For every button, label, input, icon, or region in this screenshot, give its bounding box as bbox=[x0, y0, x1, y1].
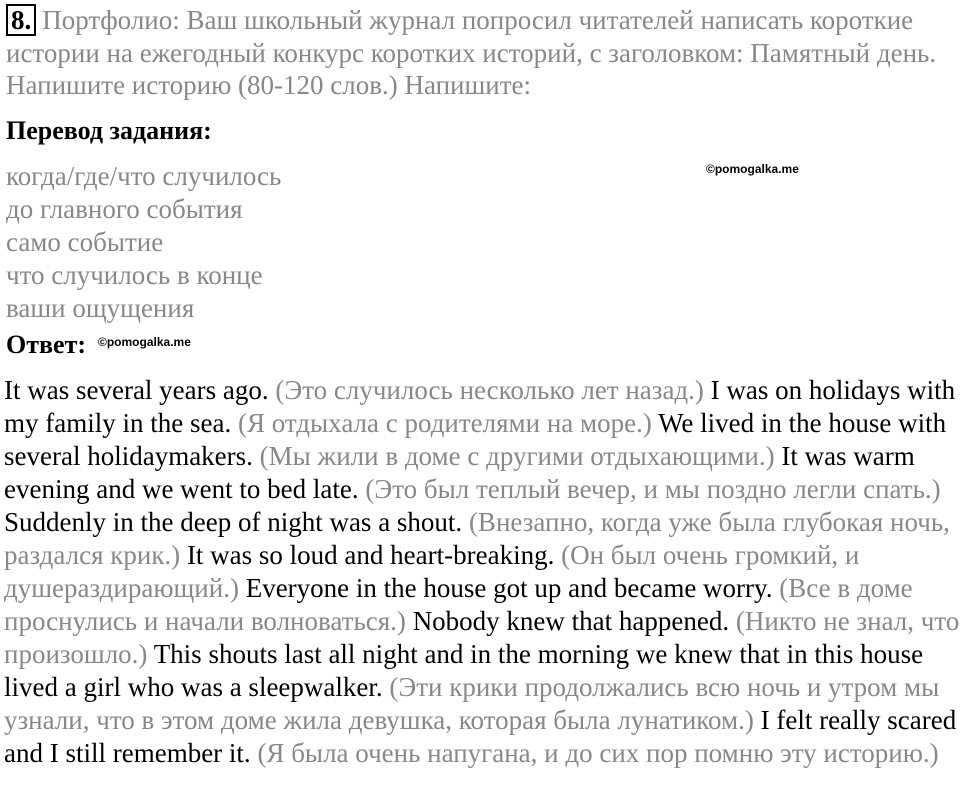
watermark: ©pomogalka.me bbox=[98, 335, 191, 349]
story-translation-ru: (Я отдыхала с родителями на море.) bbox=[237, 408, 652, 438]
story-translation-ru: (Мы жили в доме с другими отдыхающими.) bbox=[259, 441, 775, 471]
story-translation-ru: (Я была очень напугана, и до сих пор помню эту историю.) bbox=[257, 738, 939, 768]
translation-heading: Перевод задания: bbox=[6, 116, 212, 145]
plan-item: что случилось в конце bbox=[6, 260, 263, 290]
story-sentence-en: Everyone in the house got up and became worry. bbox=[245, 573, 773, 603]
answer-story bbox=[4, 374, 960, 770]
story-sentence-en: It was warm evening and we went to bed late. bbox=[4, 441, 915, 504]
watermark: ©pomogalka.me bbox=[706, 162, 799, 176]
plan-item: до главного события bbox=[6, 194, 243, 224]
plan-item: когда/где/что случилось bbox=[6, 161, 282, 191]
story-translation-ru: (Он был очень громкий, и душераздирающий.) bbox=[4, 540, 860, 603]
story-translation-ru: (Все в доме проснулись и начали волноваться.) bbox=[4, 573, 913, 636]
story-translation-ru: (Эти крики продолжались всю ночь и утром мы узнали, что в этом доме жила девушка, которая была лунатиком.) bbox=[4, 672, 940, 735]
story-sentence-en: Nobody knew that happened. bbox=[412, 606, 730, 636]
story-sentence-en: I felt really scared and I still remember it. bbox=[4, 705, 957, 768]
story-sentence-en: Suddenly in the deep of night was a shout. bbox=[4, 507, 463, 537]
task-prompt bbox=[6, 4, 956, 102]
task-number: 8. bbox=[6, 4, 36, 36]
story-translation-ru: (Это был теплый вечер, и мы поздно легли спать.) bbox=[365, 474, 941, 504]
plan-item: само событие bbox=[6, 227, 164, 257]
story-sentence-en: It was several years ago. bbox=[4, 375, 269, 405]
task-plan-list bbox=[6, 160, 281, 325]
task-text: Портфолио: Ваш школьный журнал попросил читателей написать короткие истории на ежегодный конкурс коротких историй, с заголовком: Памятный день. Напишите историю (80-120 слов.) Напишите: bbox=[6, 5, 937, 100]
story-translation-ru: (Это случилось несколько лет назад.) bbox=[275, 375, 704, 405]
story-sentence-en: I was on holidays with my family in the sea. bbox=[4, 375, 956, 438]
story-sentence-en: We lived in the house with several holidaymakers. bbox=[4, 408, 947, 471]
story-sentence-en: It was so loud and heart-breaking. bbox=[186, 540, 555, 570]
story-translation-ru: (Никто не знал, что произошло.) bbox=[4, 606, 960, 669]
story-sentence-en: This shouts last all night and in the morning we knew that in this house lived a girl who was a sleepwalker. bbox=[4, 639, 924, 702]
plan-item: ваши ощущения bbox=[6, 293, 195, 323]
answer-label: Ответ: bbox=[6, 330, 87, 359]
story-translation-ru: (Внезапно, когда уже была глубокая ночь, раздался крик.) bbox=[4, 507, 950, 570]
